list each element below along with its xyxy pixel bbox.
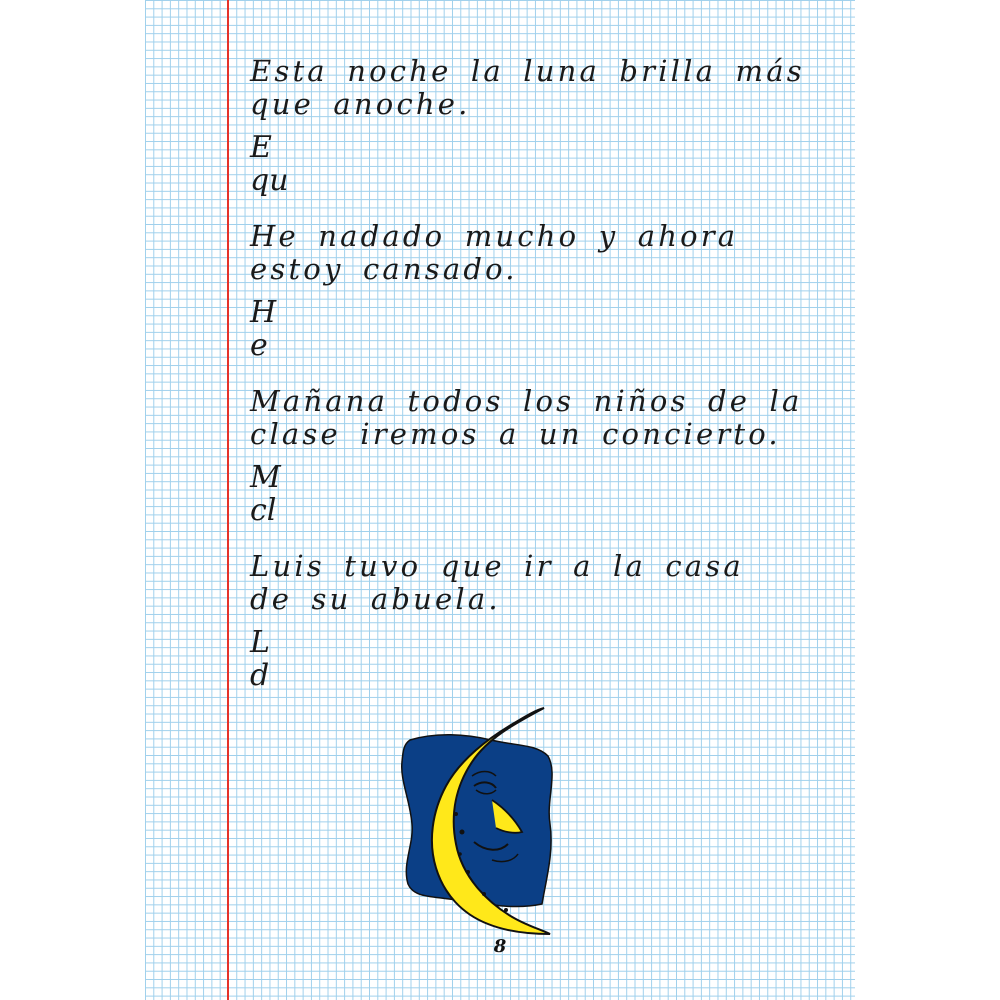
exercise-3 bbox=[250, 385, 830, 527]
sentence-line-2: clase iremos a un concierto. bbox=[250, 417, 781, 451]
sentence-line-2: de su abuela. bbox=[250, 582, 501, 616]
practice-letter-upper: E bbox=[250, 130, 272, 165]
practice-letter-lower: d bbox=[250, 658, 270, 693]
sentence-line-1: He nadado mucho y ahora bbox=[250, 219, 739, 253]
exercise-4 bbox=[250, 550, 830, 692]
moon-illustration bbox=[396, 704, 558, 936]
sentence-line-2: que anoche. bbox=[250, 87, 471, 121]
practice-letters bbox=[250, 626, 830, 692]
sentence-line-1: Luis tuvo que ir a la casa bbox=[250, 549, 744, 583]
practice-letters bbox=[250, 461, 830, 527]
red-margin-line bbox=[227, 0, 229, 1000]
sentence-line-1: Esta noche la luna brilla más bbox=[250, 54, 805, 88]
practice-letters bbox=[250, 131, 830, 197]
sentence-line-1: Mañana todos los niños de la bbox=[250, 384, 803, 418]
practice-letter-upper: M bbox=[250, 460, 281, 495]
practice-letters bbox=[250, 296, 830, 362]
exercise-1 bbox=[250, 55, 830, 197]
practice-letter-upper: L bbox=[250, 625, 270, 660]
practice-letter-upper: H bbox=[250, 295, 277, 330]
sentence-line-2: estoy cansado. bbox=[250, 252, 518, 286]
exercise-2 bbox=[250, 220, 830, 362]
practice-letter-lower: e bbox=[250, 328, 268, 363]
moon-icon bbox=[396, 704, 558, 936]
practice-letter-lower: qu bbox=[250, 163, 289, 198]
page-number: 8 bbox=[493, 936, 507, 957]
practice-letter-lower: cl bbox=[250, 493, 277, 528]
night-sky-blob bbox=[402, 735, 552, 907]
